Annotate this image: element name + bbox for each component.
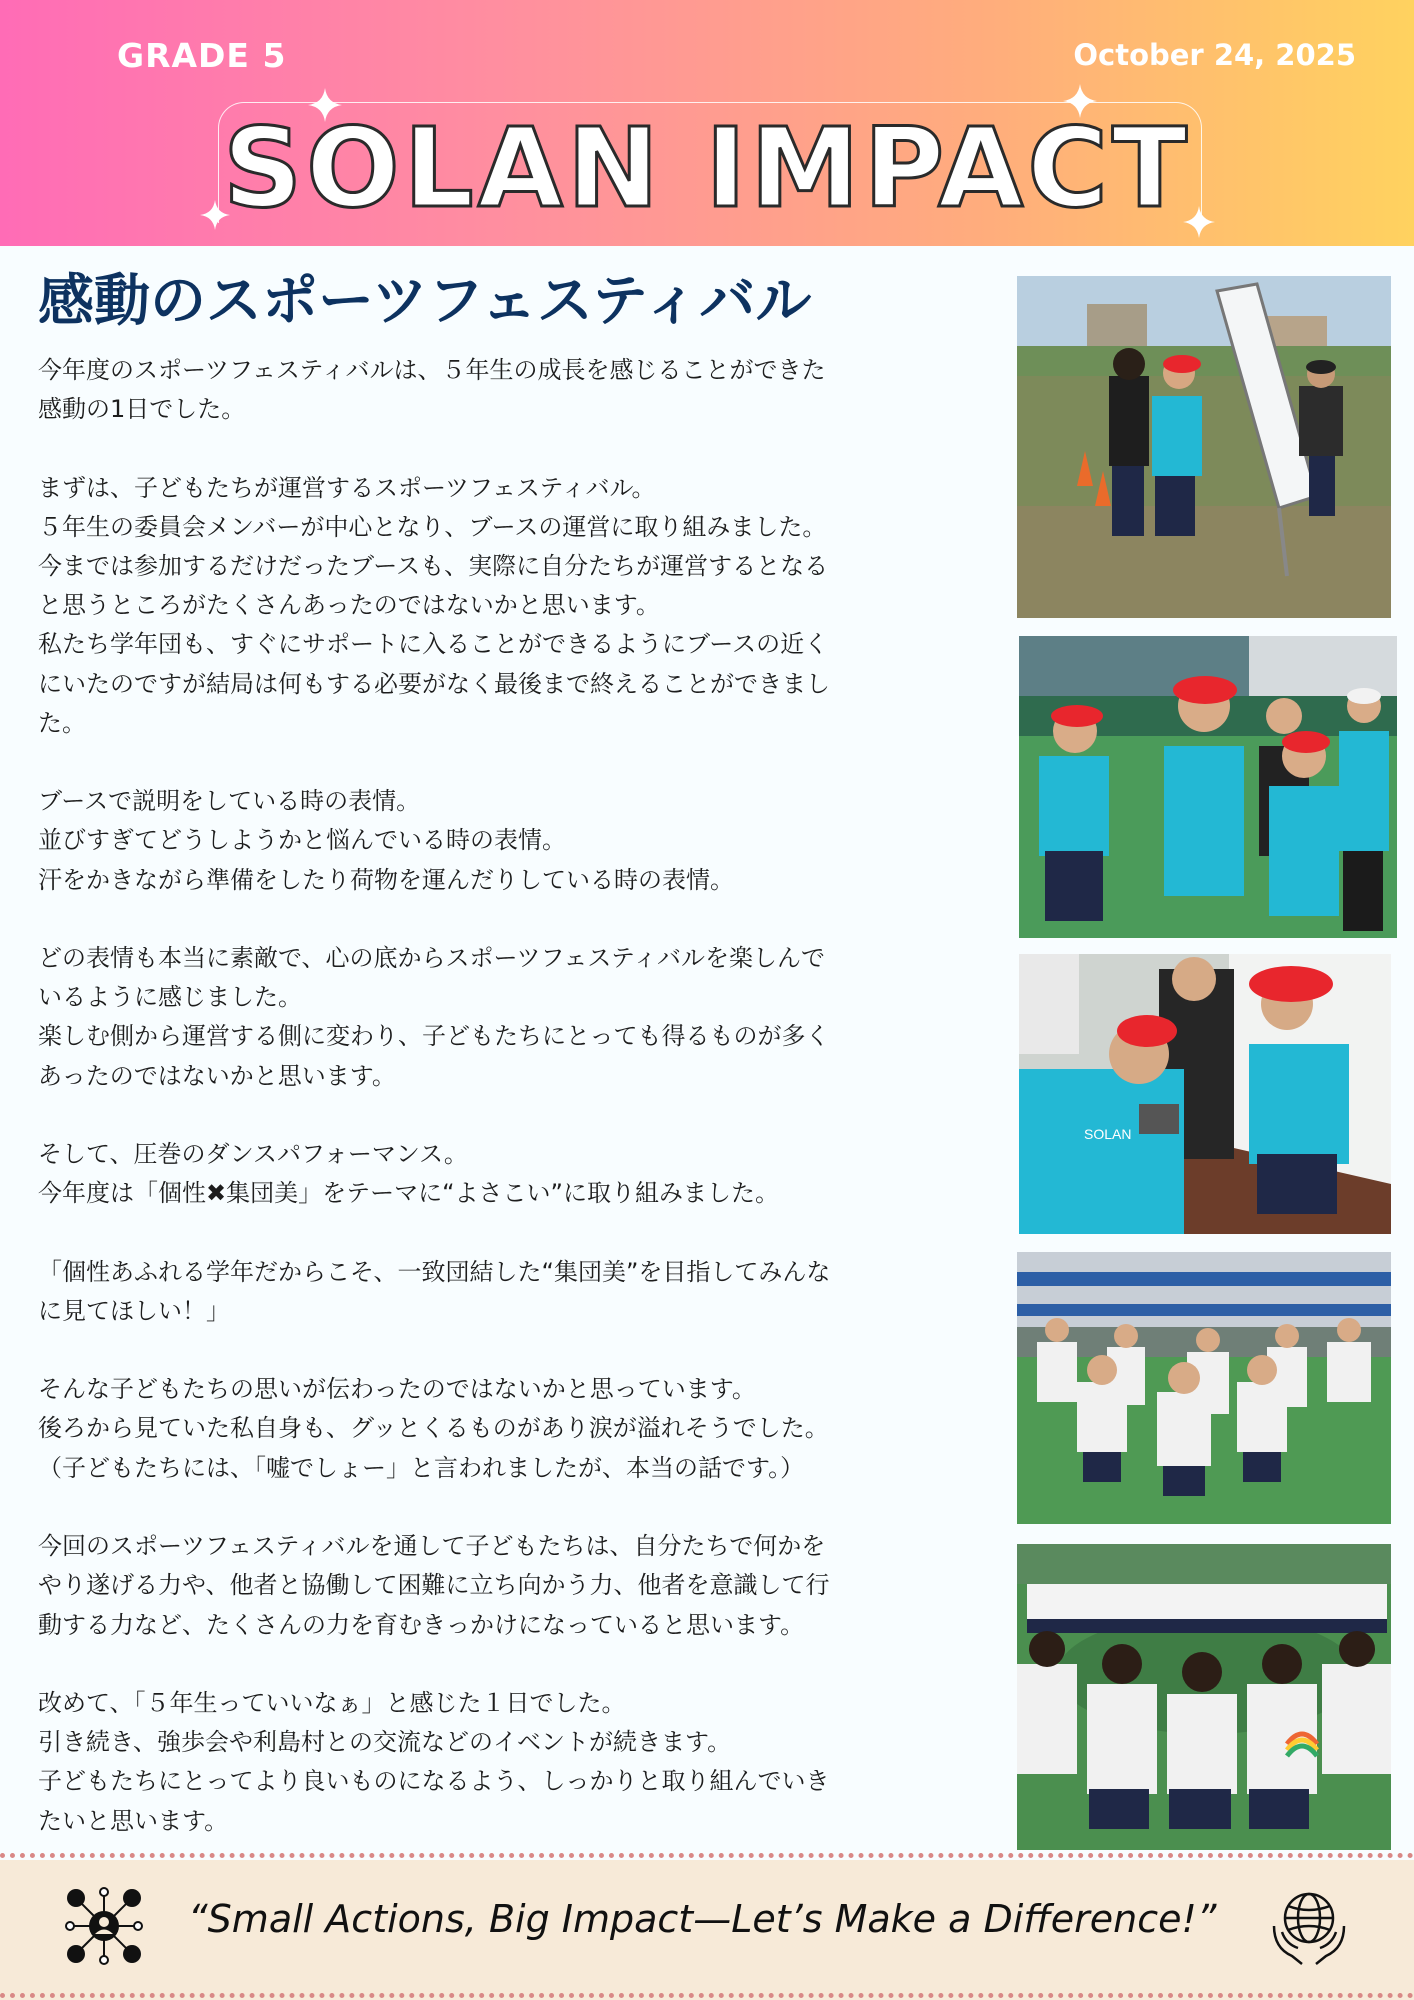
footer-quote: “Small Actions, Big Impact—Let’s Make a Difference!” — [188, 1897, 1217, 1941]
footer-border-top — [0, 1853, 1414, 1858]
article-paragraph: 今回のスポーツフェスティバルを通して子どもたちは、自分たちで何かを やり遂げる力や、他者と協働して困難に立ち向かう力、他者を意識して行 動する力など、たくさんの力を育むきっかけになっていると思います。 — [38, 1532, 830, 1639]
article-paragraph: そして、圧巻のダンスパフォーマンス。 今年度は「個性✖集団美」をテーマに“よさこい”に取り組みました。 — [38, 1140, 779, 1208]
photo-students-at-booth-table — [1019, 954, 1391, 1234]
issue-date: October 24, 2025 — [1073, 38, 1356, 72]
article-body — [38, 351, 986, 1841]
article-paragraph: 改めて、「５年生っていいなぁ」と感じた１日でした。 引き続き、強歩会や利島村との交流などのイベントが続きます。 子どもたちにとってより良いものになるよう、しっかりと取り組んでいき たいと思います。 — [38, 1688, 830, 1835]
footer-border-bottom — [0, 1993, 1414, 1998]
globe-hands-icon — [1268, 1886, 1350, 1968]
svg-text:SOLAN: SOLAN — [1084, 1126, 1132, 1142]
article-paragraph: 「個性あふれる学年だからこそ、一致団結した“集団美”を目指してみんな に見てほしい！」 — [38, 1257, 831, 1325]
article-paragraph: どの表情も本当に素敵で、心の底からスポーツフェスティバルを楽しんで いるように感じました。 楽しむ側から運営する側に変わり、子どもたちにとっても得るものが多く あったのではないかと思います。 — [38, 944, 830, 1090]
article-paragraph: 今年度のスポーツフェスティバルは、５年生の成長を感じることができた 感動の1日でした。 — [38, 356, 826, 424]
network-people-icon — [64, 1886, 144, 1966]
photo-dance-performance — [1017, 1252, 1391, 1524]
newsletter-title: SOLAN IMPACT — [222, 104, 1192, 232]
photo-students-in-red-caps — [1019, 636, 1397, 938]
photo-students-at-whiteboard — [1017, 276, 1391, 618]
article-paragraph: まずは、子どもたちが運営するスポーツフェスティバル。 ５年生の委員会メンバーが中心となり、ブースの運営に取り組みました。 今までは参加するだけだったブースも、実際に自分たちが運営するとなる と思うところがたくさんあったのではないかと思います。 私たち学年団も、すぐにサポートに入ることができるようにブースの近く にいたのですが結局は何もする必要がなく最後まで終えることができまし た。 — [38, 473, 830, 737]
article-title: 感動のスポーツフェスティバル — [38, 269, 812, 334]
photo-dance-circle — [1017, 1544, 1391, 1850]
article-paragraph: そんな子どもたちの思いが伝わったのではないかと思っています。 後ろから見ていた私自身も、グッとくるものがあり涙が溢れそうでした。 （子どもたちには、「嘘でしょー」と言われましたが、本当の話です。） — [38, 1375, 829, 1482]
page-header — [0, 0, 1414, 246]
article-paragraph: ブースで説明をしている時の表情。 並びすぎてどうしようかと悩んでいる時の表情。 汗をかきながら準備をしたり荷物を運んだりしている時の表情。 — [38, 787, 734, 894]
grade-label: GRADE 5 — [117, 36, 287, 75]
